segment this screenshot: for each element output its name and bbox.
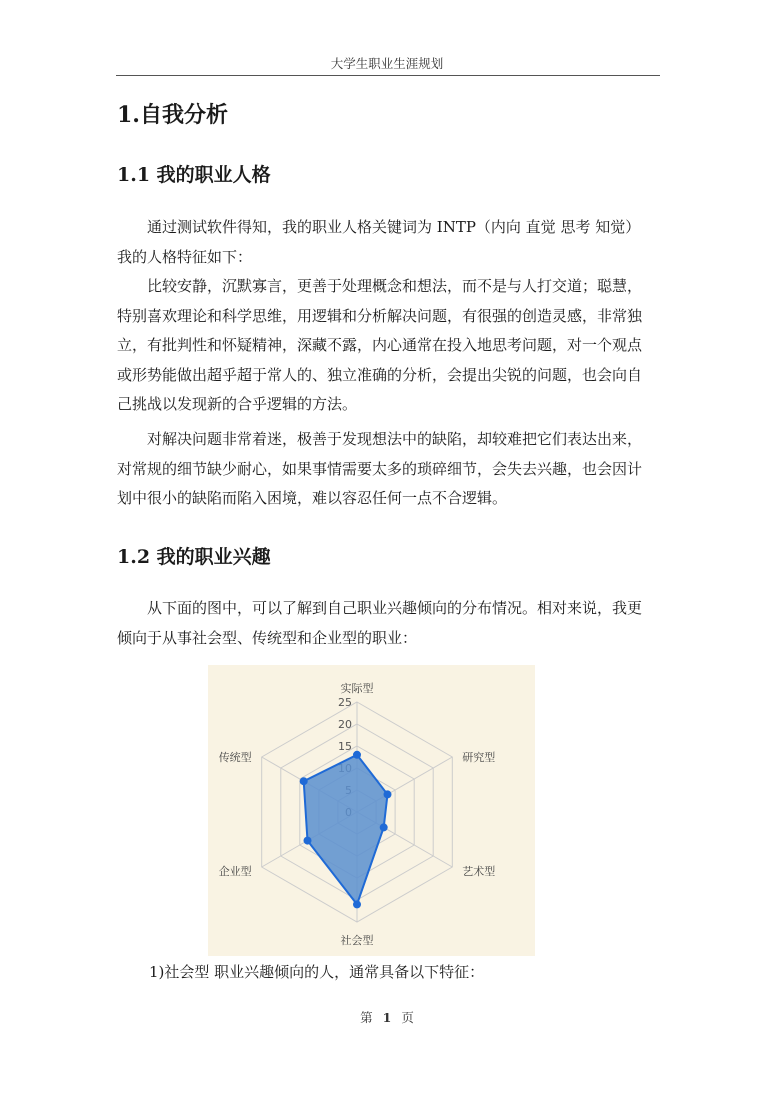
personality-traits-paragraph: [117, 272, 663, 420]
text-line: 己挑战以发现新的合乎逻辑的方法。: [117, 395, 358, 413]
radar-data-point: [353, 751, 361, 759]
radar-series-area: [304, 755, 388, 905]
radar-chart-container: [208, 665, 535, 956]
text-line: 或形势能做出超乎超于常人的、独立准确的分析，会提出尖锐的问题，也会向自: [117, 365, 643, 384]
text-line: 对常规的细节缺少耐心，如果事情需要太多的琐碎细节，会失去兴趣，也会因计: [117, 459, 643, 478]
radar-category-label: 传统型: [218, 751, 252, 764]
section-heading-1: 1.自我分析: [117, 102, 228, 128]
footer-prefix: 第: [360, 1010, 373, 1025]
radar-category-label: 实际型: [340, 682, 374, 695]
problem-solving-paragraph: [117, 425, 663, 514]
page-header: 大学生职业生涯规划: [330, 56, 444, 71]
radar-category-label: 研究型: [462, 751, 496, 764]
page-number: 1: [382, 1010, 392, 1025]
text-line: 对解决问题非常着迷，极善于发现想法中的缺陷，却较难把它们表达出来，: [147, 430, 643, 448]
section-heading-1-1: 1.1 我的职业人格: [117, 164, 271, 186]
text-line: 我的人格特征如下：: [117, 247, 253, 266]
radar-category-label: 社会型: [340, 934, 374, 947]
section-heading-1-2: 1.2 我的职业兴趣: [117, 546, 271, 568]
personality-intro-paragraph: [117, 213, 663, 272]
interest-intro-paragraph: [117, 594, 663, 653]
radar-data-point: [380, 823, 388, 831]
text-line: 特别喜欢理论和科学思维，用逻辑和分析解决问题，有很强的创造灵感，非常独: [117, 306, 643, 325]
radar-tick-label: 20: [338, 718, 352, 731]
header-rule: [116, 75, 660, 76]
radar-data-point: [384, 790, 392, 798]
page-footer: [0, 1008, 774, 1026]
text-line: 划中很小的缺陷而陷入困境，难以容忍任何一点不合逻辑。: [117, 489, 508, 507]
radar-tick-label: 15: [338, 740, 352, 753]
text-line: 通过测试软件得知，我的职业人格关键词为 INTP（内向 直觉 思考 知觉）: [147, 218, 641, 236]
radar-category-label: 企业型: [218, 865, 252, 878]
radar-data-point: [353, 900, 361, 908]
radar-tick-label: 25: [338, 696, 352, 709]
footer-suffix: 页: [401, 1010, 414, 1025]
interest-caption: 1)社会型 职业兴趣倾向的人，通常具备以下特征：: [149, 963, 485, 981]
text-line: 比较安静，沉默寡言，更善于处理概念和想法，而不是与人打交道；聪慧，: [147, 277, 643, 295]
radar-data-point: [300, 777, 308, 785]
radar-category-label: 艺术型: [462, 865, 496, 878]
text-line: 从下面的图中，可以了解到自己职业兴趣倾向的分布情况。相对来说，我更: [147, 599, 643, 617]
radar-chart: [208, 665, 535, 956]
text-line: 立，有批判性和怀疑精神，深藏不露，内心通常在投入地思考问题，对一个观点: [117, 336, 643, 354]
radar-data-point: [304, 837, 312, 845]
text-line: 倾向于从事社会型、传统型和企业型的职业：: [117, 628, 418, 647]
